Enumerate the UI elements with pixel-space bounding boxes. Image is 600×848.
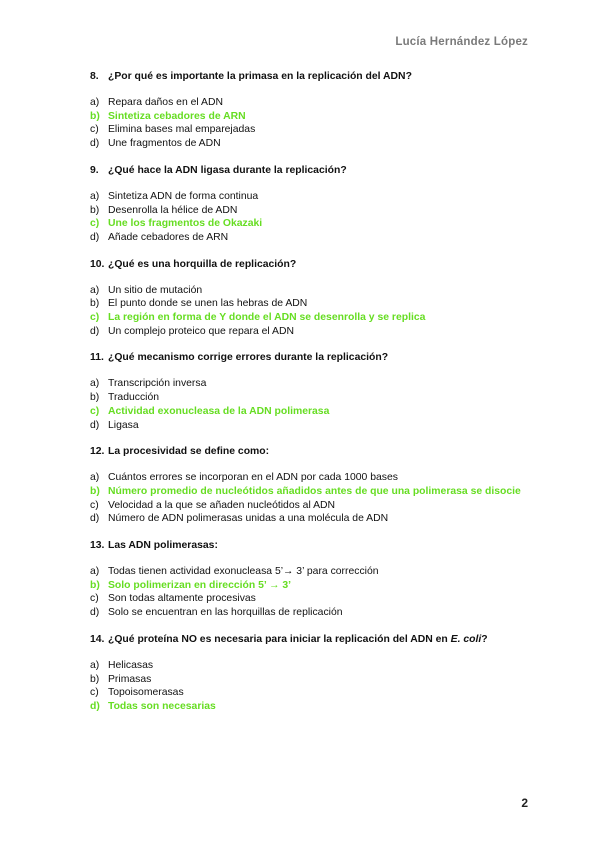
option-d [90, 606, 550, 620]
option-letter: a) [90, 378, 100, 390]
question-8 [90, 70, 550, 151]
option-letter: d) [90, 607, 100, 619]
option-letter: b) [90, 579, 100, 591]
option-text: La región en forma de Y donde el ADN se desenrolla y se replica [108, 312, 426, 324]
question-12 [90, 445, 550, 526]
option-a [90, 96, 550, 110]
option-d [90, 325, 550, 339]
option-letter: a) [90, 566, 100, 578]
question-number: 13. [90, 540, 105, 552]
question-title [90, 70, 550, 84]
option-c-correct [90, 311, 550, 325]
option-a [90, 659, 550, 673]
option-text: Transcripción inversa [108, 378, 207, 390]
question-title [90, 164, 550, 178]
option-text: Son todas altamente procesivas [108, 593, 256, 605]
option-text: Añade cebadores de ARN [108, 231, 229, 243]
option-text: Solo polimerizan en dirección 5’ → 3’ [108, 579, 292, 591]
question-number: 10. [90, 258, 105, 270]
option-text: Primasas [108, 673, 152, 685]
option-text: Todas tienen actividad exonucleasa 5’→ 3’ para corrección [108, 566, 379, 578]
option-d [90, 137, 550, 151]
question-number: 14. [90, 633, 105, 645]
option-text: Sintetiza cebadores de ARN [108, 110, 246, 122]
option-text: Helicasas [108, 659, 154, 671]
option-a [90, 471, 550, 485]
option-letter: a) [90, 659, 100, 671]
option-letter: c) [90, 499, 99, 511]
question-9 [90, 164, 550, 245]
option-letter: d) [90, 700, 100, 712]
option-c [90, 499, 550, 513]
question-text-end: ? [481, 633, 488, 645]
option-d-correct [90, 700, 550, 714]
question-text: ¿Por qué es importante la primasa en la replicación del ADN? [108, 71, 412, 82]
option-letter: b) [90, 204, 100, 216]
question-text: ¿Qué mecanismo corrige errores durante la replicación? [108, 352, 389, 364]
option-text: Número promedio de nucleótidos añadidos antes de que una polimerasa se disocie [108, 485, 521, 497]
question-number: 9. [90, 164, 99, 176]
option-letter: c) [90, 312, 100, 324]
option-text: Actividad exonucleasa de la ADN polimerasa [108, 405, 330, 417]
option-text: Desenrolla la hélice de ADN [108, 204, 238, 216]
question-title [90, 633, 550, 647]
option-letter: b) [90, 392, 100, 404]
question-13 [90, 539, 550, 620]
option-letter: b) [90, 673, 100, 685]
option-letter: b) [90, 485, 100, 497]
page-number: 2 [521, 796, 528, 810]
option-text: Traducción [108, 392, 160, 404]
question-10 [90, 258, 550, 339]
option-letter: d) [90, 231, 100, 243]
option-letter: a) [90, 97, 100, 108]
option-letter: b) [90, 298, 100, 310]
option-letter: a) [90, 472, 100, 484]
question-text: Las ADN polimerasas: [108, 540, 218, 552]
option-a [90, 284, 550, 298]
option-b-correct [90, 579, 550, 593]
option-d [90, 419, 550, 433]
question-list [90, 70, 550, 727]
question-text: La procesividad se define como: [108, 446, 270, 458]
option-text: Número de ADN polimerasas unidas a una molécula de ADN [108, 513, 389, 525]
option-text: Sintetiza ADN de forma continua [108, 190, 259, 202]
option-a [90, 190, 550, 204]
option-text: Repara daños en el ADN [108, 97, 223, 108]
option-text: Solo se encuentran en las horquillas de replicación [108, 607, 343, 619]
option-b [90, 673, 550, 687]
option-text: Un complejo proteico que repara el ADN [108, 325, 294, 337]
option-letter: c) [90, 218, 100, 230]
question-14 [90, 633, 550, 714]
option-a [90, 377, 550, 391]
option-letter: c) [90, 405, 100, 417]
option-text: Une fragmentos de ADN [108, 138, 221, 150]
option-b-correct [90, 485, 550, 499]
option-text: Cuántos errores se incorporan en el ADN por cada 1000 bases [108, 472, 398, 484]
question-text: ¿Qué es una horquilla de replicación? [108, 258, 297, 270]
option-a [90, 565, 550, 579]
question-title [90, 539, 550, 553]
option-text: Ligasa [108, 419, 139, 431]
question-text-italic: E. coli [450, 633, 482, 645]
option-letter: a) [90, 190, 100, 202]
option-c-correct [90, 217, 550, 231]
option-d [90, 512, 550, 526]
option-letter: a) [90, 284, 100, 296]
option-text: Velocidad a la que se añaden nucleótidos al ADN [108, 499, 336, 511]
option-letter: c) [90, 593, 99, 605]
question-text: ¿Qué hace la ADN ligasa durante la replicación? [108, 164, 347, 176]
option-b [90, 391, 550, 405]
option-text: Une los fragmentos de Okazaki [108, 218, 263, 230]
option-letter: c) [90, 124, 99, 136]
question-title [90, 445, 550, 459]
option-letter: d) [90, 419, 100, 431]
option-letter: d) [90, 513, 100, 525]
question-number: 8. [90, 71, 99, 82]
option-d [90, 231, 550, 245]
option-c-correct [90, 405, 550, 419]
option-c [90, 686, 550, 700]
question-number: 11. [90, 352, 104, 364]
option-b [90, 297, 550, 311]
option-letter: c) [90, 687, 99, 699]
question-text: ¿Qué proteína NO es necesaria para iniciar la replicación del ADN en [108, 633, 451, 645]
option-text: Topoisomerasas [108, 687, 184, 699]
option-c [90, 123, 550, 137]
option-text: Un sitio de mutación [108, 284, 203, 296]
option-letter: d) [90, 138, 100, 150]
option-text: Todas son necesarias [108, 700, 216, 712]
question-title [90, 258, 550, 272]
option-letter: d) [90, 325, 100, 337]
option-b-correct [90, 110, 550, 124]
question-number: 12. [90, 446, 105, 458]
option-text: El punto donde se unen las hebras de ADN [108, 298, 308, 310]
question-title [90, 351, 550, 365]
option-letter: b) [90, 110, 100, 122]
question-11 [90, 351, 550, 432]
option-b [90, 204, 550, 218]
option-text: Elimina bases mal emparejadas [108, 124, 256, 136]
option-c [90, 592, 550, 606]
header-author: Lucía Hernández López [395, 36, 528, 48]
